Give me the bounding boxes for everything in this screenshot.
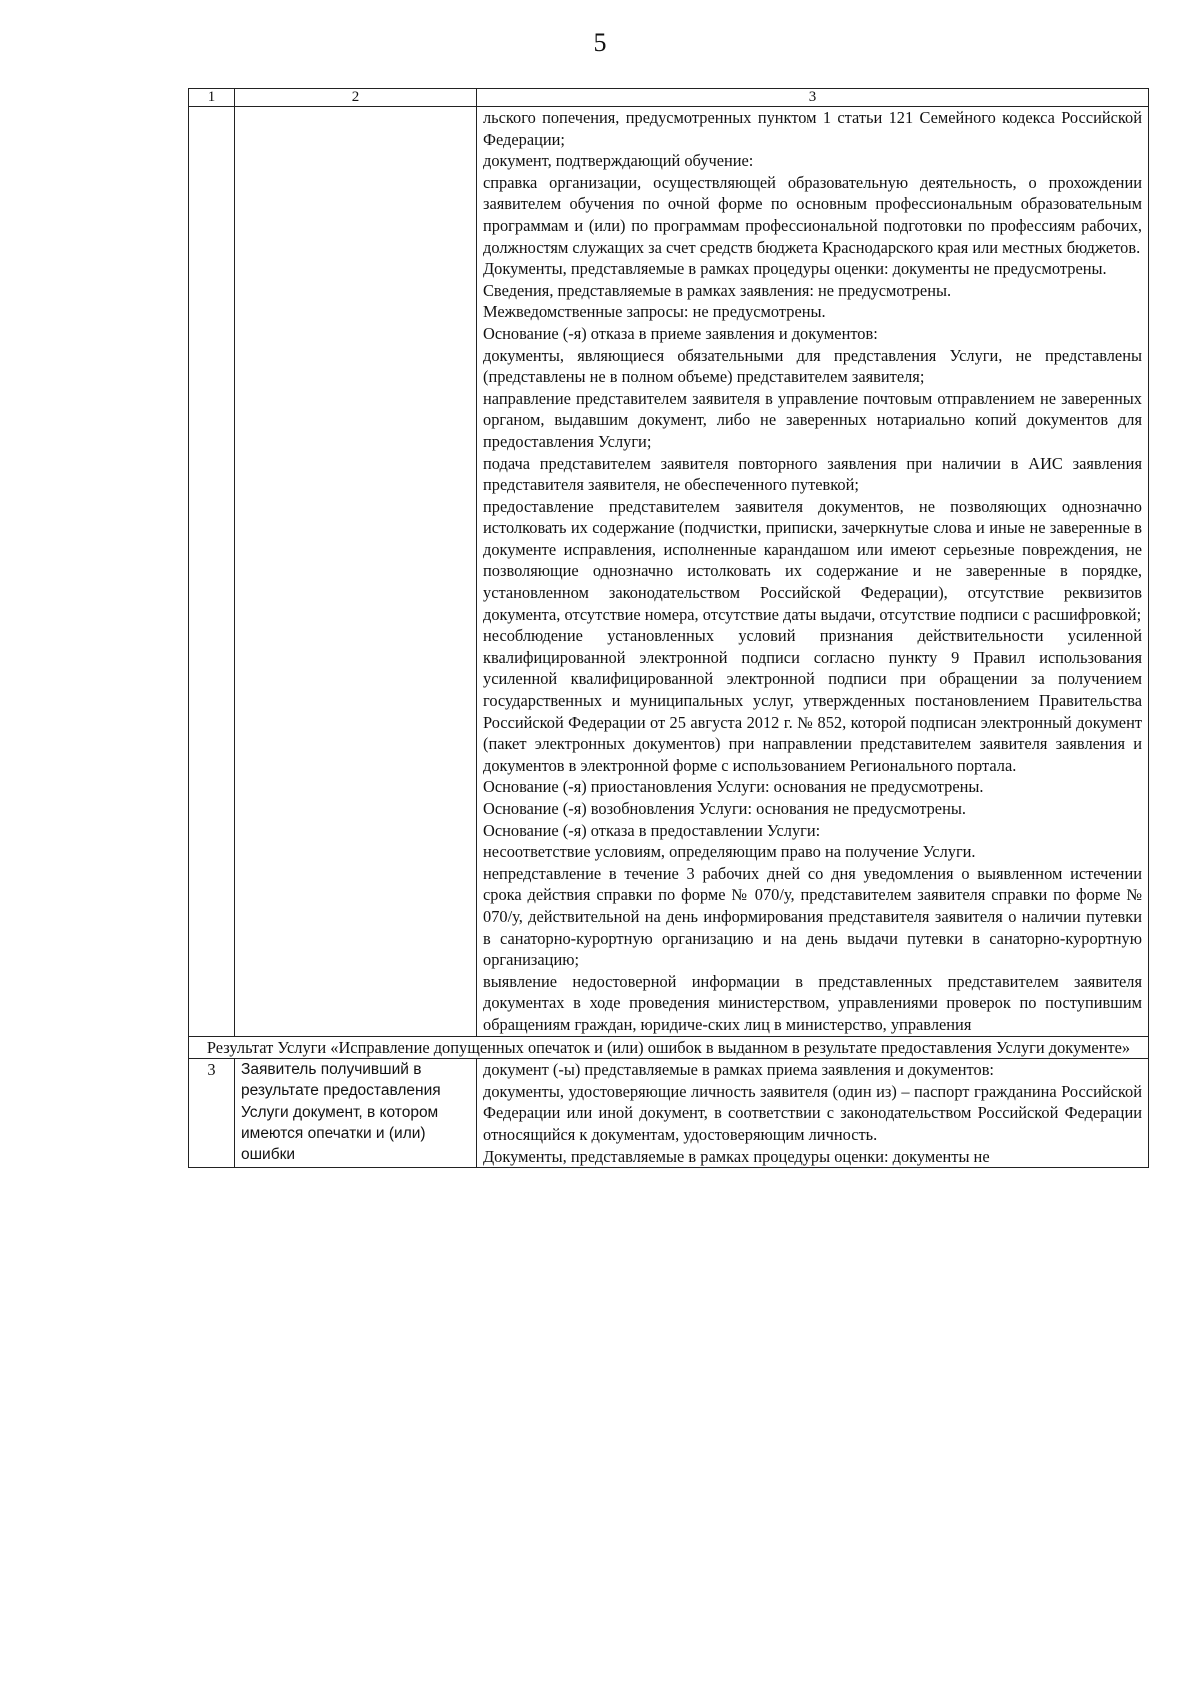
paragraph: выявление недостоверной информации в представленных представителем заявителя документах в ходе проведения министерством, управлениями проверок по поступившим обращениям граждан, юридиче-ских лиц в министерство, управления (483, 971, 1142, 1034)
header-col-2: 2 (235, 89, 477, 107)
paragraph: документы, являющиеся обязательными для представления Услуги, не представлены (представлены не в полном объеме) представителем заявителя; (483, 345, 1142, 387)
section-title-row (189, 1036, 1149, 1059)
table-row (189, 107, 1149, 1037)
table-header-row (189, 89, 1149, 107)
service-table (188, 88, 1149, 1168)
paragraph: несоблюдение установленных условий признания действительности усиленной квалифицированной электронной подписи согласно пункту 9 Правил использования усиленной квалифицированной электронной подписи при обращении за получением государственных и муниципальных услуг, утвержденных постановлением Правительства Российской Федерации от 25 августа 2012 г. № 852, которой подписан электронный документ (пакет электронных документов) при направлении представителем заявителя заявления и документов в электронной форме с использованием Регионального портала. (483, 626, 1142, 775)
paragraph: документы, удостоверяющие личность заявителя (один из) – паспорт гражданина Российской Федерации или иной документ, в соответствии с законодательством Российской Федерации относящийся к документам, удостоверяющим личность. (483, 1081, 1142, 1144)
paragraph: направление представителем заявителя в управление почтовым отправлением не заверенных органом, выдавшим документ, либо не заверенных нотариально копий документов для предоставления Услуги; (483, 388, 1142, 451)
row-number-cell: 3 (189, 1059, 235, 1168)
paragraph: Основание (-я) отказа в предоставлении Услуги: (483, 820, 821, 840)
paragraph: Основание (-я) приостановления Услуги: основания не предусмотрены. (483, 777, 984, 797)
page-number: 5 (593, 28, 607, 57)
paragraph: Основание (-я) отказа в приеме заявления и документов: (483, 323, 878, 343)
paragraph: непредставление в течение 3 рабочих дней со дня уведомления о выявленном истечении срока действия справки по форме № 070/у, представителем заявителя справки по форме № 070/у, действительной на день информирования представителя заявителя о наличии путевки в санаторно-курортную организацию и на день выдачи путевки в санаторно-курортную организацию; (483, 863, 1142, 970)
paragraph: справка организации, осуществляющей образовательную деятельность, о прохождении заявителем обучения по очной форме по основным профессиональным образовательным программам и (или) по программам профессиональной подготовки по профессиям рабочих, должностям служащих за счет средств бюджета Краснодарского края или местных бюджетов. (483, 172, 1142, 257)
paragraph: несоответствие условиям, определяющим право на получение Услуги. (483, 842, 976, 862)
paragraph: Межведомственные запросы: не предусмотрены. (483, 302, 826, 322)
header-col-3: 3 (477, 89, 1149, 107)
paragraph: документ (-ы) представляемые в рамках приема заявления и документов: (483, 1060, 994, 1080)
paragraph: подача представителем заявителя повторного заявления при наличии в АИС заявления представителя заявителя, не обеспеченного путевкой; (483, 453, 1142, 495)
paragraph: Документы, представляемые в рамках процедуры оценки: документы не предусмотрены. (483, 259, 1107, 279)
paragraph: Основание (-я) возобновления Услуги: основания не предусмотрены. (483, 799, 966, 818)
table-row (189, 1059, 1149, 1168)
paragraph: Документы, представляемые в рамках процедуры оценки: документы не (483, 1146, 990, 1166)
paragraph: предоставление представителем заявителя документов, не позволяющих однозначно истолковать их содержание (подчистки, приписки, зачеркнутые слова и иные не заверенные в документе исправления, исполненные карандашом или имеют серьезные повреждения, не позволяющие однозначно истолковать их содержание и не заверенные в порядке, установленном законодательством Российской Федерации), отсутствие реквизитов документа, отсутствие номера, отсутствие даты выдачи, отсутствие подписи с расшифровкой; (483, 496, 1142, 624)
section-title: Результат Услуги «Исправление допущенных опечаток и (или) ошибок в выданном в результате предоставления Услуги документе» (189, 1036, 1149, 1059)
requirements-cell (477, 107, 1149, 1037)
paragraph: Сведения, представляемые в рамках заявления: не предусмотрены. (483, 280, 952, 300)
header-col-1: 1 (189, 89, 235, 107)
requirements-cell (477, 1059, 1149, 1168)
row-number-cell (189, 107, 235, 1037)
paragraph: документ, подтверждающий обучение: (483, 151, 754, 171)
applicant-cell: Заявитель получивший в результате предоставления Услуги документ, в котором имеются опечатки и (или) ошибки (235, 1059, 477, 1168)
applicant-cell (235, 107, 477, 1037)
paragraph: льского попечения, предусмотренных пунктом 1 статьи 121 Семейного кодекса Российской Федерации; (483, 108, 1142, 149)
